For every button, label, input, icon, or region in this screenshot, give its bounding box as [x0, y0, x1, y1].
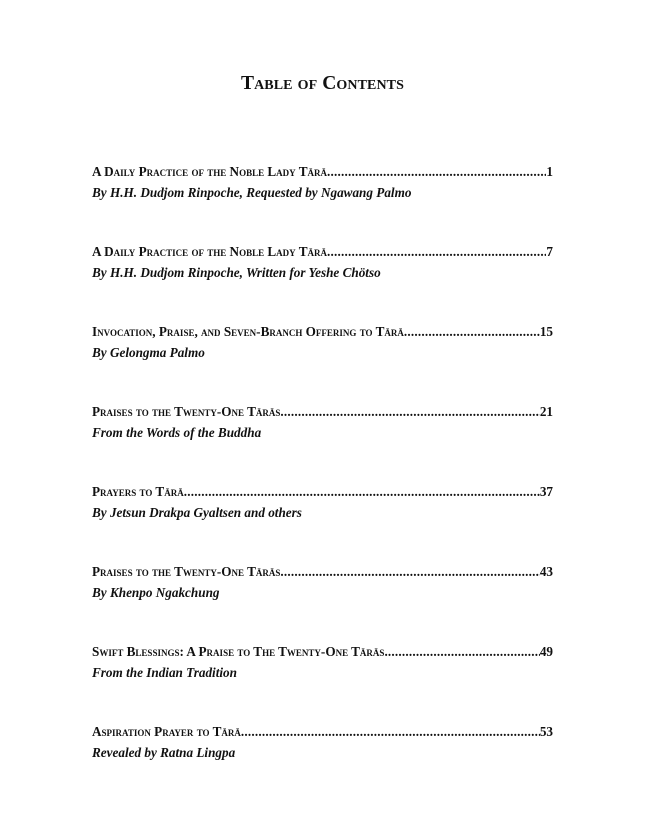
toc-page-number[interactable]: 43 [539, 564, 553, 579]
toc-entry[interactable] [92, 484, 553, 521]
toc-entry[interactable] [92, 164, 553, 201]
dot-leader [280, 564, 539, 580]
toc-page-number[interactable]: 49 [539, 644, 553, 659]
toc-page-number[interactable]: 1 [546, 164, 553, 179]
toc-entry[interactable] [92, 644, 553, 681]
toc-entry-title[interactable]: Invocation, Praise, and Seven-Branch Offering to Tārā [92, 324, 404, 339]
toc-entry-subtitle: From the Words of the Buddha [92, 425, 262, 440]
toc-entry-title[interactable]: Swift Blessings: A Praise to The Twenty-One Tārās [92, 644, 385, 659]
dot-leader [327, 164, 546, 180]
toc-entry-subtitle: By Jetsun Drakpa Gyaltsen and others [92, 505, 302, 520]
toc-entry-title[interactable]: Prayers to Tārā [92, 484, 184, 499]
toc-page-number[interactable]: 21 [539, 404, 553, 419]
toc-entry-line [92, 324, 553, 340]
toc-page-number[interactable]: 7 [546, 244, 553, 259]
dot-leader [280, 404, 539, 420]
dot-leader [384, 644, 539, 660]
dot-leader [184, 484, 540, 500]
dot-leader [241, 724, 540, 740]
toc-entry[interactable] [92, 404, 553, 441]
dot-leader [327, 244, 546, 260]
page-title: Table of Contents [240, 73, 404, 94]
toc-entry[interactable] [92, 324, 553, 361]
toc-entry-line [92, 724, 553, 740]
toc-entry-title[interactable]: A Daily Practice of the Noble Lady Tārā [92, 164, 328, 179]
toc-entry-subtitle: By H.H. Dudjom Rinpoche, Written for Yeshe Chötso [92, 265, 381, 280]
toc-page-number[interactable]: 53 [539, 724, 553, 739]
toc-entry-subtitle: By H.H. Dudjom Rinpoche, Requested by Ngawang Palmo [92, 185, 412, 200]
toc-entry-line [92, 484, 553, 500]
toc-entry-line [92, 404, 553, 420]
toc-entry-line [92, 244, 553, 260]
toc-entry-line [92, 564, 553, 580]
toc-entry-title[interactable]: Praises to the Twenty-One Tārās [92, 564, 281, 579]
dot-leader [404, 324, 540, 340]
toc-page-number[interactable]: 15 [539, 324, 553, 339]
toc-entry-subtitle: By Gelongma Palmo [92, 345, 205, 360]
toc-entry-subtitle: From the Indian Tradition [92, 665, 237, 680]
toc-entry-title[interactable]: Aspiration Prayer to Tārā [92, 724, 241, 739]
toc-entry[interactable] [92, 564, 553, 601]
toc-entry-line [92, 644, 553, 660]
toc-entry-title[interactable]: A Daily Practice of the Noble Lady Tārā [92, 244, 328, 259]
toc-entry-title[interactable]: Praises to the Twenty-One Tārās [92, 404, 281, 419]
toc-entry-line [92, 164, 553, 180]
toc-entry[interactable] [92, 244, 553, 281]
toc-entry-subtitle: By Khenpo Ngakchung [92, 585, 220, 600]
toc-entry-subtitle: Revealed by Ratna Lingpa [92, 745, 236, 760]
toc-entry[interactable] [92, 724, 553, 761]
toc-page-number[interactable]: 37 [539, 484, 553, 499]
